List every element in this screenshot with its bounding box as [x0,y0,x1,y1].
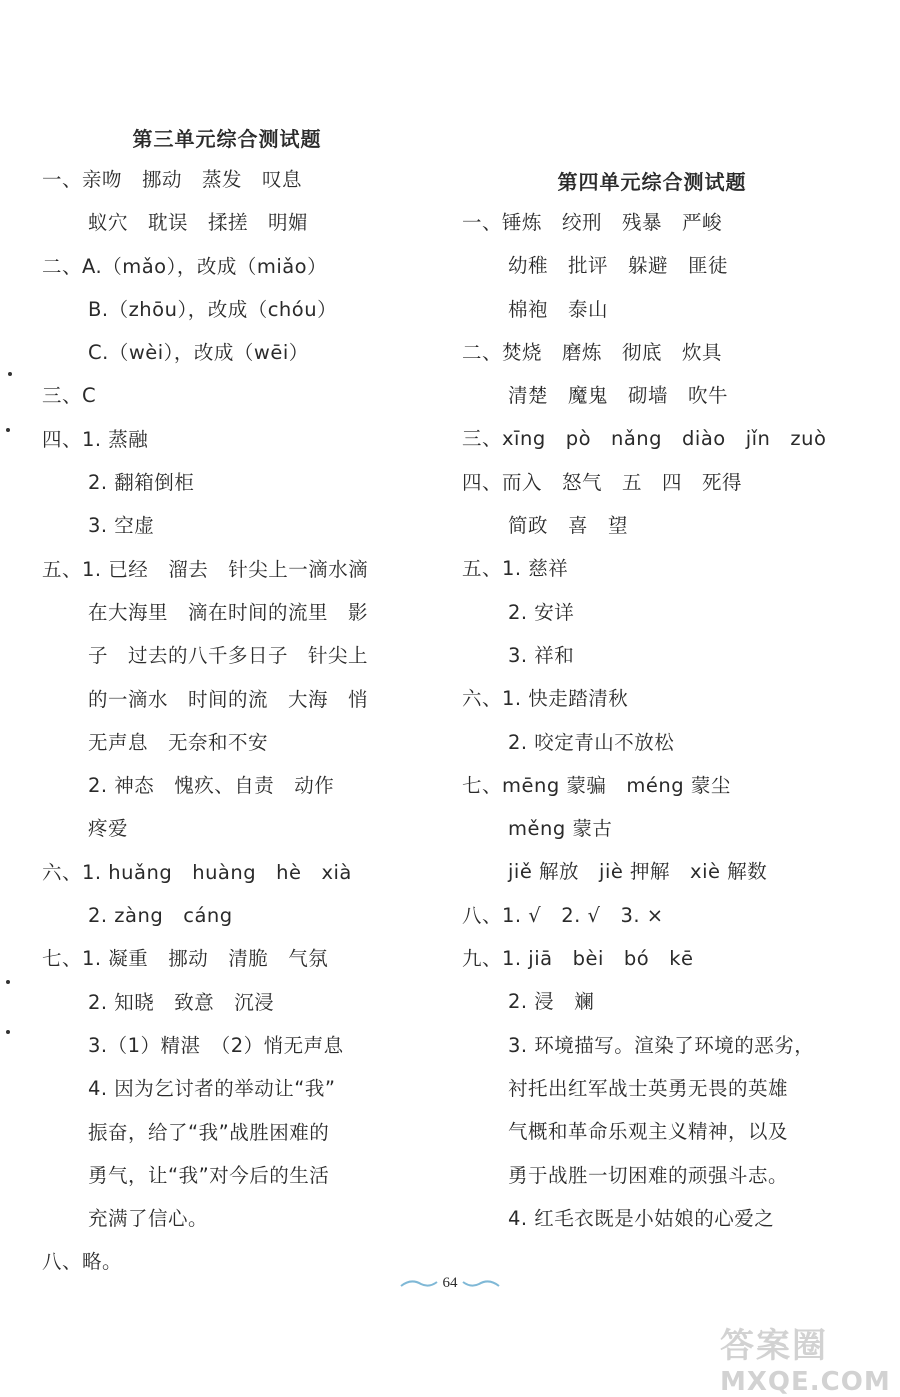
answer-line: 三、xīng pò nǎng diào jǐn zuò [462,427,827,451]
right-ornament-icon [461,1278,501,1290]
answer-line: C.（wèi），改成（wēi） [88,341,309,365]
unit-4-title: 第四单元综合测试题 [557,170,747,194]
answer-line: 二、A.（mǎo），改成（miǎo） [42,254,328,278]
answer-line: 振奋，给了“我”战胜困难的 [88,1120,330,1144]
answer-line: 在大海里 滴在时间的流里 影 [88,600,369,624]
answer-line: 勇于战胜一切困难的顽强斗志。 [508,1163,789,1187]
answer-line: 九、1. jiā bèi bó kē [462,947,694,971]
answer-line: 子 过去的八千多日子 针尖上 [88,644,369,668]
answer-line: jiě 解放 jiè 押解 xiè 解数 [508,860,768,884]
answer-line: 2. 安详 [508,600,575,624]
answer-line: měng 蒙古 [508,817,613,841]
scan-speck [6,980,10,984]
answer-line: 3. 空虚 [88,514,155,538]
answer-line: 充满了信心。 [88,1207,209,1231]
answer-line: 清楚 魔鬼 砌墙 吹牛 [508,384,729,408]
answer-line: 3. 祥和 [508,643,575,667]
answer-line: 六、1. huǎng huàng hè xià [42,860,352,884]
answer-line: 简政 喜 望 [508,514,629,538]
site-watermark [720,1318,890,1397]
scan-speck [8,372,12,376]
answer-line: 五、1. 已经 溜去 针尖上一滴水滴 [42,557,369,581]
left-ornament-icon [399,1278,439,1290]
answer-line: 2. 咬定青山不放松 [508,730,675,754]
answer-line: 五、1. 慈祥 [462,557,569,581]
answer-line: 一、亲吻 挪动 蒸发 叹息 [42,168,303,191]
answer-line: 3. 环境描写。渲染了环境的恶劣， [508,1033,815,1057]
scan-speck [6,428,10,432]
answer-line: 的一滴水 时间的流 大海 悄 [88,687,369,711]
answer-line: 2. 浸 斓 [508,990,595,1014]
answer-line: 2. zàng cáng [88,904,233,928]
watermark-logo-text: 答案圈 [720,1326,828,1366]
answer-line: 一、锤炼 绞刑 残暴 严峻 [462,211,723,234]
left-column [42,120,412,1284]
answer-line: 八、略。 [42,1250,123,1274]
scan-speck [6,1030,10,1034]
answer-line: 四、而入 怒气 五 四 死得 [462,470,743,494]
page-footer [0,1275,900,1292]
answer-line: B.（zhōu），改成（chóu） [88,297,338,321]
answer-line: 4. 红毛衣既是小姑娘的心爱之 [508,1206,775,1230]
unit-3-title: 第三单元综合测试题 [132,127,322,151]
answer-line: 气概和革命乐观主义精神，以及 [508,1120,789,1144]
answer-line: 幼稚 批评 躲避 匪徒 [508,254,729,278]
answer-line: 3.（1）精湛 （2）悄无声息 [88,1033,344,1057]
answer-line: 八、1. √ 2. √ 3. × [462,903,664,927]
answer-line: 四、1. 蒸融 [42,427,149,451]
answer-line: 棉袍 泰山 [508,297,609,321]
answer-line: 4. 因为乞讨者的举动让“我” [88,1077,336,1101]
answer-line: 七、1. 凝重 挪动 清脆 气氛 [42,947,329,971]
answer-line: 蚁穴 耽误 揉搓 明媚 [88,211,309,235]
right-column [462,163,862,1240]
answer-line: 2. 翻箱倒柜 [88,471,195,495]
answer-line: 衬托出红军战士英勇无畏的英雄 [508,1076,789,1100]
answer-line: 七、mēng 蒙骗 méng 蒙尘 [462,773,731,797]
answer-line: 疼爱 [88,817,129,841]
answer-line: 六、1. 快走踏清秋 [462,687,629,711]
answer-line: 2. 神态 愧疚、自责 动作 [88,774,335,798]
answer-line: 二、焚烧 磨炼 彻底 炊具 [462,340,723,364]
answer-line: 无声息 无奈和不安 [88,730,269,754]
answer-line: 2. 知晓 致意 沉浸 [88,990,275,1014]
watermark-url: MXQE.COM [720,1367,891,1397]
page-number: 64 [442,1275,458,1291]
answer-line: 勇气，让“我”对今后的生活 [88,1163,330,1187]
answer-line: 三、C [42,384,97,408]
